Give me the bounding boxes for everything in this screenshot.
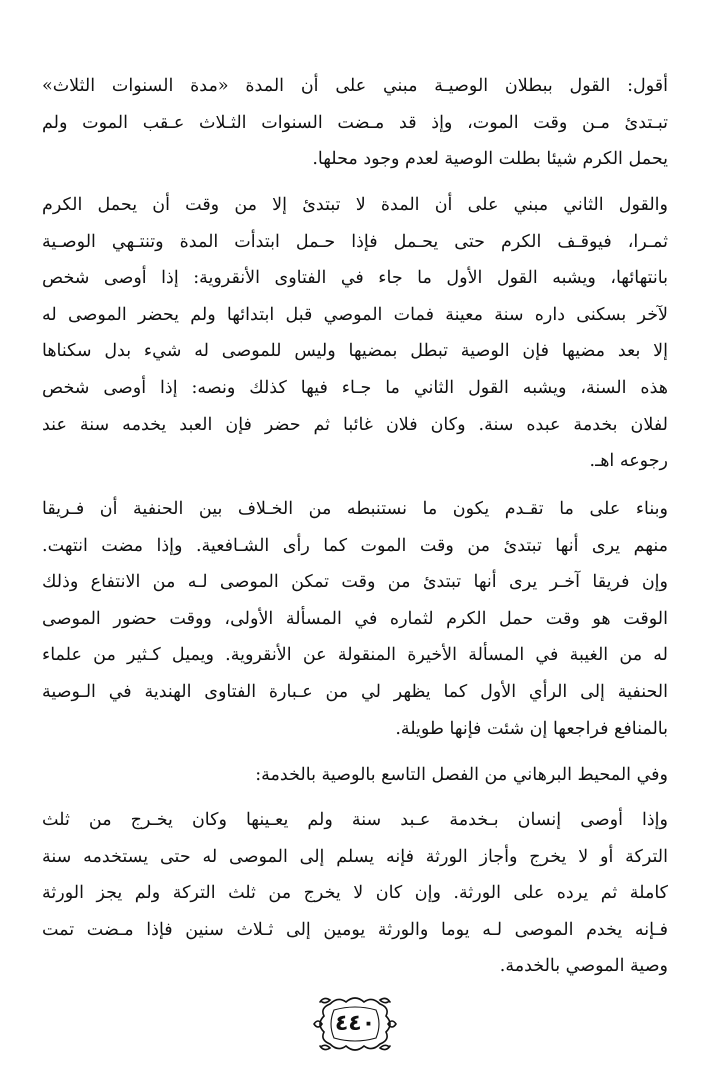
paragraph-line: لفلان بخدمة عبده سنة. وكان فلان غائبا ثم حضر فإن العبد يخدمه سنة عند	[42, 414, 668, 435]
paragraph-line: وإن فريقا آخـر يرى أنها تبتدئ من وقت تمكن الموصى لـه من الانتفاع وذلك	[42, 572, 668, 593]
paragraph-line: وإذا أوصى إنسان بـخدمة عـبد سنة ولم يعـينها وكان يخـرج من ثلث	[42, 810, 668, 830]
paragraph-line: وبناء على ما تقـدم يكون ما نستنبطه من الخـلاف بين الحنفية أن فـريقا	[42, 499, 668, 519]
paragraph-line: رجوعه اهـ.	[589, 451, 668, 472]
paragraph-1	[42, 68, 668, 178]
paragraph-line: الوقت هو وقت حمل الكرم لثماره في المسألة الأولى، ووقت حضور الموصى	[42, 608, 668, 629]
paragraph-line: منهم يرى أنها تبتدئ من وقت الموت كما رأى الشـافعية. وإذا مضت انتهت.	[42, 535, 668, 556]
paragraph-2	[42, 187, 668, 480]
paragraph-4	[42, 757, 668, 794]
paragraph-line: إلا بعد مضيها فإن الوصية تبطل بمضيها وليس للموصى له شيء بدل سكناها	[42, 341, 668, 362]
paragraph-line: يحمل الكرم شيئا بطلت الوصية لعدم وجود محلها.	[312, 149, 668, 170]
page-number: ٤٤٠	[334, 1011, 376, 1036]
paragraph-line: له من الغيبة في المسألة الأخيرة المنقولة عن الأنقروية. ويميل كـثير من علماء	[42, 645, 668, 666]
paragraph-5	[42, 802, 668, 985]
paragraph-line: بانتهائها، ويشبه القول الأول ما جاء في الفتاوى الأنقروية: إذا أوصى شخص	[42, 268, 668, 289]
paragraph-line: وفي المحيط البرهاني من الفصل التاسع بالوصية بالخدمة:	[255, 765, 668, 785]
paragraph-line: بالمنافع فراجعها إن شئت فإنها طويلة.	[395, 718, 668, 739]
paragraph-3	[42, 491, 668, 747]
paragraph-line: وصية الموصي بالخدمة.	[499, 956, 668, 977]
paragraph-line: الحنفية إلى الرأي الأول كما يظهر لي من عـبارة الفتاوى الهندية في الـوصية	[42, 681, 668, 702]
paragraph-line: والقول الثاني مبني على أن المدة لا تبتدئ إلا من وقت أن يحمل الكرم	[42, 195, 668, 215]
paragraph-line: كاملة ثم يرده على الورثة. وإن كان لا يخرج من ثلث التركة ولم يجز الورثة	[42, 883, 668, 904]
page-number-ornament	[310, 990, 400, 1058]
paragraph-line: تبـتدئ مـن وقت الموت، وإذ قد مـضت السنوات الثـلاث عـقب الموت ولم	[42, 112, 668, 133]
paragraph-line: ثمـرا، فيوقـف الكرم حتى يحـمل فإذا حـمل ابتدأت المدة وتنتـهي الوصـية	[42, 231, 668, 252]
paragraph-line: أقول: القول ببطلان الوصيـة مبني على أن المدة «مدة السنوات الثلاث»	[42, 76, 668, 96]
paragraph-line: فـإنه يخدم الموصى لـه يوما والورثة يومين إلى ثـلاث سنين فإذا مـضت تمت	[42, 919, 668, 940]
paragraph-line: هذه السنة، ويشبه القول الثاني ما جـاء فيها كذلك ونصه: إذا أوصى شخص	[42, 377, 668, 398]
paragraph-line: لآخر بسكنى داره سنة معينة فمات الموصي قبل ابتدائها ولم يحضر الموصى له	[42, 304, 668, 325]
paragraph-line: التركة أو لا يخرج وأجاز الورثة فإنه يسلم إلى الموصى له حتى يستخدمه سنة	[42, 846, 668, 867]
